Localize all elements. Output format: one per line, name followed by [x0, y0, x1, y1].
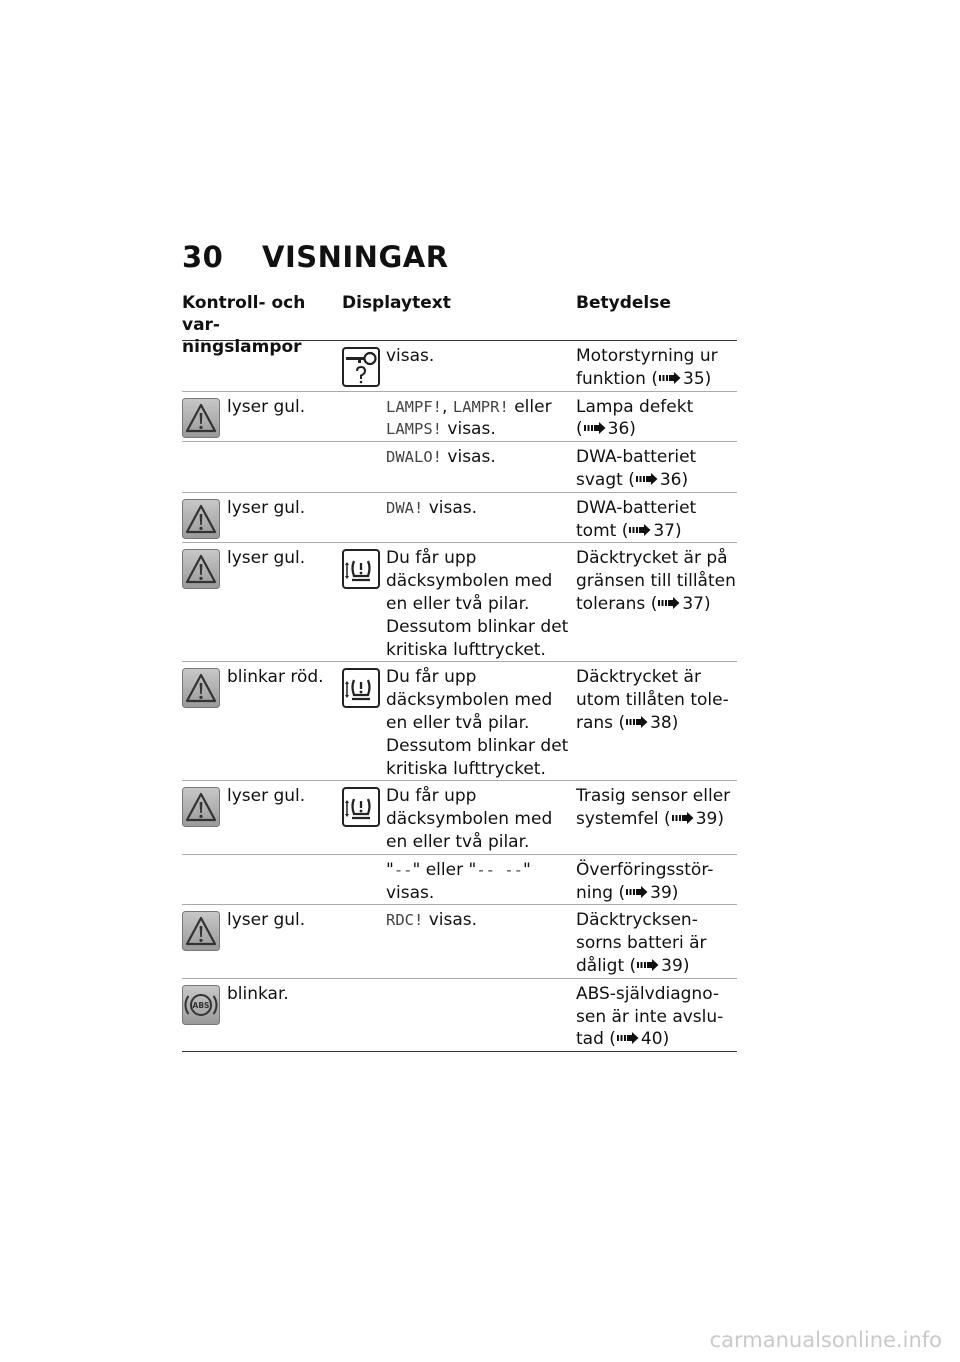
display-text	[386, 547, 576, 661]
display-code: LAMPR!	[452, 397, 509, 416]
display-text	[386, 859, 576, 905]
watermark: carmanualsonline.info	[709, 1328, 942, 1352]
display-symbol-slot	[342, 859, 386, 905]
display-symbol-slot	[342, 909, 386, 977]
display-cell	[342, 442, 576, 492]
abs-icon	[182, 985, 220, 1025]
warning-triangle-icon	[182, 398, 220, 438]
reference-arrow-icon	[636, 473, 658, 485]
meaning-text: Överföringsstör-ning	[576, 859, 714, 903]
table-body	[182, 341, 737, 1052]
lamp-cell	[182, 905, 342, 977]
display-cell	[342, 905, 576, 977]
display-code: LAMPF!	[386, 397, 442, 416]
lamp-state	[227, 446, 342, 492]
page-heading	[182, 240, 449, 274]
page-reference[interactable]: ( 39)	[664, 809, 724, 830]
display-text-segment: Du får upp däcksymbolen med en eller två pilar. Dessutom blinkar det kritiska lufttrycket.	[386, 548, 569, 660]
lamp-cell	[182, 341, 342, 391]
table-row	[182, 392, 737, 443]
display-text-segment: Du får upp däcksymbolen med en eller två pilar. Dessutom blinkar det kritiska lufttrycket.	[386, 667, 569, 779]
page-reference-number: 38	[650, 712, 672, 733]
lamp-state: lyser gul.	[227, 548, 306, 569]
meaning-text: Trasig sensor eller systemfel	[576, 786, 731, 830]
display-text	[386, 909, 576, 977]
lamp-cell	[182, 442, 342, 492]
table-row	[182, 493, 737, 544]
meaning-cell	[576, 781, 737, 853]
lamp-state: lyser gul.	[227, 497, 306, 518]
page-reference-number: 36	[659, 469, 682, 490]
display-text-segment: visas.	[442, 447, 496, 468]
tire-pressure-icon	[342, 668, 380, 708]
header-display-text: Displaytext	[342, 293, 451, 313]
warning-triangle-icon	[182, 499, 220, 539]
meaning-text: ABS-självdiagno-sen är inte avslu-tad	[576, 983, 724, 1050]
display-text-segment: " visas.	[386, 859, 531, 903]
display-symbol-slot	[342, 785, 386, 853]
indicator-table	[182, 292, 737, 1052]
table-row	[182, 442, 737, 493]
header-meaning: Betydelse	[576, 293, 671, 313]
lamp-cell	[182, 392, 342, 442]
lamp-cell	[182, 662, 342, 780]
display-text-segment: " eller "	[412, 859, 477, 880]
warning-triangle-icon	[182, 668, 220, 708]
page-reference[interactable]: ( 36)	[628, 469, 689, 490]
display-text	[386, 345, 576, 391]
display-text	[386, 396, 576, 442]
header-lamps: Kontroll- och var- ningslampor	[182, 293, 306, 357]
meaning-text: Motorstyrning ur funktion	[576, 346, 718, 389]
page-reference-number: 35	[683, 368, 705, 389]
meaning-text: Lampa defekt	[576, 396, 694, 417]
table-row	[182, 341, 737, 392]
reference-arrow-icon	[659, 372, 681, 384]
lamp-cell	[182, 855, 342, 905]
tire-pressure-icon	[342, 549, 380, 589]
page-reference-number: 39	[695, 809, 718, 830]
display-code: -- --	[476, 860, 523, 879]
page-reference-number: 37	[682, 593, 704, 614]
meaning-cell	[576, 905, 737, 977]
display-symbol-slot	[342, 446, 386, 492]
meaning-text: DWA-batteriet tomt	[576, 497, 697, 541]
reference-arrow-icon	[629, 524, 651, 536]
page-reference[interactable]: ( 39)	[618, 882, 679, 903]
page-reference[interactable]: ( 36)	[576, 419, 636, 440]
lamp-cell	[182, 781, 342, 853]
warning-triangle-icon	[182, 787, 220, 827]
page-reference[interactable]: ( 37)	[621, 520, 682, 541]
display-text	[386, 497, 576, 543]
display-code: DWALO!	[386, 448, 442, 467]
lamp-state	[227, 859, 342, 905]
reference-arrow-icon	[617, 1032, 639, 1044]
warning-triangle-icon	[182, 549, 220, 589]
display-text-segment: Du får upp däcksymbolen med en eller två pilar.	[386, 786, 553, 852]
display-cell	[342, 392, 576, 442]
lamp-state	[227, 345, 342, 391]
display-text	[386, 785, 576, 853]
page-reference[interactable]: ( 40)	[609, 1029, 670, 1050]
display-text	[386, 983, 576, 1051]
display-cell	[342, 493, 576, 543]
display-text-segment: eller	[508, 396, 552, 417]
display-text	[386, 446, 576, 492]
lamp-state: lyser gul.	[227, 910, 306, 931]
meaning-cell	[576, 442, 737, 492]
display-text-segment: "	[386, 859, 394, 880]
reference-arrow-icon	[584, 422, 606, 434]
display-symbol-slot	[342, 547, 386, 661]
meaning-cell	[576, 493, 737, 543]
page-reference[interactable]: ( 39)	[629, 955, 690, 976]
display-symbol-slot	[342, 666, 386, 780]
table-row	[182, 855, 737, 906]
meaning-text: Däcktrycket är utom tillåten tole-rans	[576, 667, 729, 733]
reference-arrow-icon	[658, 597, 680, 609]
tire-pressure-icon	[342, 787, 380, 827]
meaning-cell	[576, 662, 737, 780]
display-code: LAMPS!	[386, 420, 442, 439]
display-cell	[342, 341, 576, 391]
table-row	[182, 543, 737, 662]
display-cell	[342, 662, 576, 780]
page-number: 30	[182, 240, 224, 274]
reference-arrow-icon	[626, 716, 648, 728]
display-symbol-slot	[342, 345, 386, 391]
page-title: VISNINGAR	[262, 240, 449, 274]
display-code: --	[393, 860, 413, 879]
display-cell	[342, 781, 576, 853]
display-cell	[342, 855, 576, 905]
reference-arrow-icon	[637, 959, 659, 971]
meaning-text: DWA-batteriet svagt	[576, 447, 697, 490]
lamp-cell	[182, 979, 342, 1051]
display-symbol-slot	[342, 497, 386, 543]
display-text-segment: visas.	[423, 497, 478, 518]
page-reference[interactable]: ( 38)	[618, 712, 679, 733]
lamp-state: blinkar röd.	[227, 667, 324, 688]
display-code: DWA!	[386, 498, 424, 517]
display-symbol-slot	[342, 396, 386, 442]
page-reference[interactable]: ( 35)	[651, 368, 712, 389]
meaning-cell	[576, 979, 737, 1051]
svg-text:ABS: ABS	[192, 1000, 210, 1010]
display-text-segment: ,	[442, 396, 453, 417]
display-cell	[342, 979, 576, 1051]
display-text-segment: visas.	[442, 419, 496, 440]
meaning-text: Däcktrycksen-sorns batteri är dåligt	[576, 910, 707, 976]
page-reference-number: 40	[640, 1029, 663, 1050]
meaning-cell	[576, 543, 737, 661]
lamp-cell	[182, 493, 342, 543]
table-row	[182, 662, 737, 781]
page-reference-number: 39	[661, 955, 683, 976]
page-reference-number: 36	[607, 419, 630, 440]
page-reference[interactable]: ( 37)	[650, 593, 711, 614]
warning-triangle-icon	[182, 911, 220, 951]
lamp-state: lyser gul.	[227, 786, 306, 807]
display-cell	[342, 543, 576, 661]
meaning-text: Däcktrycket är på gränsen till tillåten tolerans	[576, 548, 736, 614]
display-text-segment: visas.	[386, 346, 435, 366]
display-symbol-slot	[342, 983, 386, 1051]
page-reference-number: 37	[653, 520, 675, 541]
lamp-cell	[182, 543, 342, 661]
reference-arrow-icon	[626, 886, 648, 898]
table-row	[182, 781, 737, 854]
lamp-state: blinkar.	[227, 983, 289, 1004]
reference-arrow-icon	[672, 812, 694, 824]
key-question-icon	[342, 347, 380, 387]
page-reference-number: 39	[650, 882, 672, 903]
table-row	[182, 905, 737, 978]
meaning-cell	[576, 855, 737, 905]
display-code: RDC!	[386, 911, 424, 930]
meaning-cell	[576, 392, 737, 442]
lamp-state: lyser gul.	[227, 396, 306, 417]
display-text-segment: visas.	[423, 910, 478, 931]
table-row	[182, 979, 737, 1052]
display-text	[386, 666, 576, 780]
meaning-cell	[576, 341, 737, 391]
